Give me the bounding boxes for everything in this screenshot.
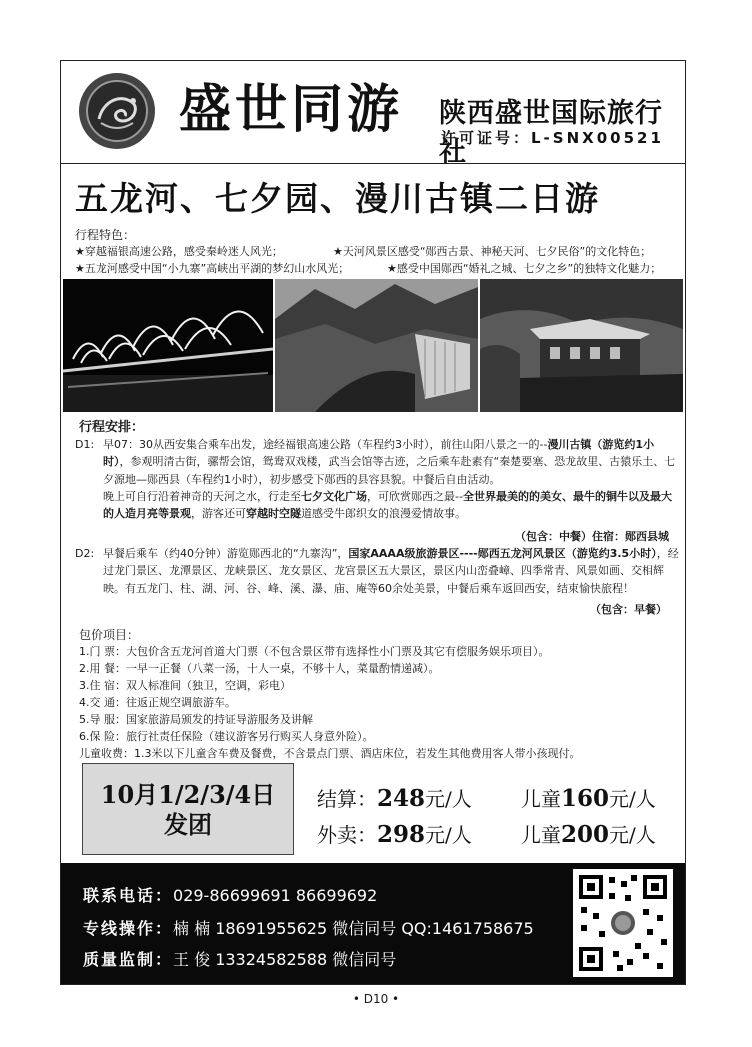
child-settle-price: 儿童160元/人 [521,785,656,812]
tour-title: 五龙河、七夕园、漫川古镇二日游 [75,179,600,218]
header [61,61,685,168]
settle-price: 结算：248元/人 [317,785,472,812]
package-item: 4.交 通：往返正规空调旅游车。 [79,696,236,709]
package-heading: 包价项目： [79,628,140,642]
departure-box [82,763,294,855]
page-number: • D10 • [352,992,400,1006]
contact-supervisor: 质量监制：王 俊 13324582588 微信同号 [83,950,397,969]
dam-lake-photo [275,279,478,412]
package-item: 2.用 餐：一早一正餐（八菜一汤，十人一桌，不够十人，菜量酌情递减）。 [79,662,440,675]
day-label: D1: [75,438,95,451]
day-1-text: 早07：30从西安集合乘车出发，途经福银高速公路（车程约3小时），前往山阳八景之一的--漫川古镇（游览约1小时），参观明清古街，骡帮会馆，鸳鸯双戏楼，武当会馆等古迹，之后乘车赴素有“秦楚要塞、恐龙故里、古猿乐土、七夕源地—郧西县（车程约1小时），初步感受下郧西的县容县貌。中餐后自由活动。 晚上可自行沿着神奇的天河之水，行走至七夕文化广场，可欣赏郧西之最--全世界最美的的美女、最牛的铜牛以及最大的人造月亮等景观，游客还可穿越时空隧道感受牛郎织女的浪漫爱情故事。 [103,438,676,521]
package-item: 儿童收费：1.3米以下儿童含车费及餐费，不含景点门票、酒店床位，若发生其他费用客人带小孩现付。 [79,747,581,760]
child-retail-price: 儿童200元/人 [521,821,656,848]
license-number: 许可证号：L-SNX00521 [441,129,664,147]
retail-price: 外卖：298元/人 [317,821,472,848]
day-2-text: 早餐后乘车（约40分钟）游览郧西北的“九寨沟”，国家AAAA级旅游景区----郧西五龙河风景区（游览约3.5小时），经过龙门景区、龙潭景区、龙峡景区、龙女景区、龙宫景区五大景区，景区内山峦叠嶂、四季常青、风景如画、交相辉映。有五龙门、柱、湖、河、谷、峰、溪、瀑、庙、庵等60余处美景，中餐后乘车返回西安，结束愉快旅程！ [103,547,679,595]
package-item: 3.住 宿：双人标准间（独卫，空调，彩电） [79,679,291,692]
day-1-included: （包含：中餐）住宿：郧西县城 [515,530,669,543]
departure-dates: 10月1/2/3/4日 [100,780,276,809]
temple-photo [480,279,683,412]
contact-footer [61,863,685,984]
departure-label: 发团 [164,810,212,839]
features-heading: 行程特色： [75,228,136,242]
agency-name: 陕西盛世国际旅行社 [439,98,663,168]
package-item: 5.导 服：国家旅游局颁发的持证导游服务及讲解 [79,713,313,726]
brochure-sheet [60,60,686,985]
dragon-logo-icon [77,71,157,151]
feature-item: ★穿越福银高速公路，感受秦岭迷人风光； [75,245,283,258]
package-item: 6.保 险：旅行社责任保险（建议游客另行购买人身意外险）。 [79,730,374,743]
feature-item: ★感受中国郧西“婚礼之城、七夕之乡”的独特文化魅力； [387,262,662,275]
day-1-itinerary [75,436,679,522]
package-item: 1.门 票：大包价含五龙河首道大门票（不包含景区带有选择性小门票及其它有偿服务娱乐项目）。 [79,645,550,658]
day-2-included: （包含：早餐） [590,603,667,616]
feature-item: ★天河风景区感受“郧西古景、神秘天河、七夕民俗”的文化特色； [333,245,652,258]
day-2-itinerary [75,545,679,597]
night-bridge-photo [63,279,273,412]
day-label: D2: [75,547,95,560]
qr-code-icon [573,869,673,977]
contact-phone: 联系电话：029-86699691 86699692 [83,886,378,905]
contact-operator: 专线操作：楠 楠 18691955625 微信同号 QQ:1461758675 [83,919,534,938]
schedule-heading: 行程安排： [79,420,145,435]
feature-item: ★五龙河感受中国“小九寨”高峡出平湖的梦幻山水风光； [75,262,350,275]
brand-name: 盛世同游 [179,79,404,140]
photo-strip [63,279,683,412]
